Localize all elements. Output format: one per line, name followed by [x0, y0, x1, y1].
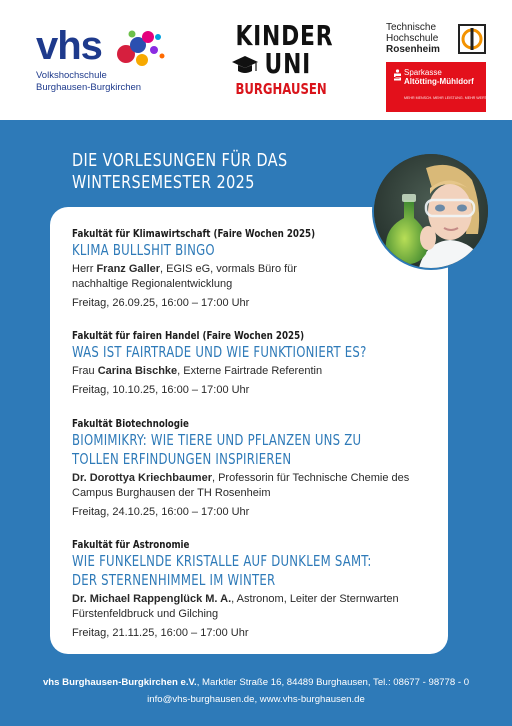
page-heading-line2: WINTERSEMESTER 2025: [72, 172, 255, 193]
lecture-title: [72, 552, 441, 590]
speaker-name: Franz Galler: [96, 263, 161, 275]
kinderuni-word-uni: UNI: [264, 47, 312, 80]
footer-org-name: vhs Burghausen-Burgkirchen e.V.: [42, 677, 197, 688]
th-rosenheim-mark-icon: [458, 24, 486, 54]
vhs-logo-word: vhs: [36, 24, 102, 68]
speaker-details: , Externe Fairtrade Referentin: [177, 365, 323, 377]
page-heading-line1: DIE VORLESUNGEN FÜR DAS: [72, 150, 288, 171]
lecture-title: [72, 431, 441, 469]
footer-address-text: , Marktler Straße 16, 84489 Burghausen, Tel.: 08677 - 98778 - 0: [196, 677, 470, 688]
scientist-child-photo: [372, 152, 490, 270]
kinderuni-word-kinder: KINDER: [235, 19, 334, 52]
th-rosenheim-logo: [386, 22, 486, 56]
sparkasse-s-icon: [393, 69, 402, 81]
lecture-speaker: [72, 471, 410, 501]
lecture-title-line: TOLLEN ERFINDUNGEN INSPIRIEREN: [72, 450, 292, 468]
lecture-title-line: KLIMA BULLSHIT BINGO: [72, 241, 215, 259]
lecture-title-line: WIE FUNKELNDE KRISTALLE AUF DUNKLEM SAMT:: [72, 552, 372, 570]
lecture-faculty: Fakultät für fairen Handel (Faire Wochen 2025): [72, 330, 305, 342]
graduation-cap-icon: [230, 54, 260, 76]
lecture-item: [72, 538, 442, 641]
lecture-datetime: Freitag, 26.09.25, 16:00 – 17:00 Uhr: [72, 297, 250, 309]
sparkasse-tagline: MEHR MENSCH. MEHR LEISTUNG. MEHR WERT.: [404, 96, 488, 100]
header: [0, 0, 512, 120]
sparkasse-name-line2: Altötting-Mühldorf: [404, 77, 474, 86]
sparkasse-name-line1: Sparkasse: [404, 68, 442, 77]
lecture-speaker: [72, 262, 312, 292]
speaker-prefix: Herr: [72, 263, 97, 275]
sparkasse-name: [404, 68, 474, 86]
lecture-speaker: [72, 364, 442, 379]
page-heading: [72, 150, 288, 194]
lecture-speaker: [72, 592, 424, 622]
lecture-faculty: Fakultät Biotechnologie: [72, 418, 189, 430]
lecture-item: [72, 417, 442, 520]
speaker-name: Dr. Michael Rappenglück M. A.: [72, 593, 232, 605]
vhs-subtitle: [36, 70, 141, 94]
th-line3: Rosenheim: [386, 44, 440, 55]
lecture-item: [72, 329, 442, 398]
kinderuni-word-burghausen: BURGHAUSEN: [235, 80, 327, 98]
scientist-child-illustration: [374, 154, 490, 270]
th-rosenheim-text: [386, 22, 440, 55]
lecture-datetime: Freitag, 10.10.25, 16:00 – 17:00 Uhr: [72, 384, 250, 396]
lecture-title-line: BIOMIMIKRY: WIE TIERE UND PFLANZEN UNS ZU: [72, 431, 362, 449]
lecture-datetime: Freitag, 21.11.25, 16:00 – 17:00 Uhr: [72, 627, 249, 639]
lecture-datetime: Freitag, 24.10.25, 16:00 – 17:00 Uhr: [72, 506, 250, 518]
vhs-logo: [36, 26, 176, 100]
vhs-subtitle-line1: Volkshochschule: [36, 70, 107, 81]
speaker-details: , Astronom, Leiter der Sternwarten Fürstenfeldbruck und Gilching: [72, 593, 399, 620]
footer-contact: info@vhs-burghausen.de, www.vhs-burghausen.de: [147, 694, 365, 705]
speaker-details: , Professorin für Technische Chemie des Campus Burghausen der TH Rosenheim: [72, 472, 410, 499]
speaker-prefix: Frau: [72, 365, 98, 377]
lecture-faculty: Fakultät für Klimawirtschaft (Faire Wochen 2025): [72, 228, 316, 240]
lecture-title: [72, 343, 441, 362]
kinderuni-logo: [224, 19, 334, 112]
lecture-card: [50, 207, 448, 654]
footer-address: [0, 676, 512, 689]
speaker-name: Dr. Dorottya Kriechbaumer: [72, 472, 212, 484]
sparkasse-logo: [386, 62, 486, 112]
th-line2: Hochschule: [386, 33, 439, 44]
lecture-title-line: DER STERNENHIMMEL IM WINTER: [72, 571, 276, 589]
speaker-name: Carina Bischke: [97, 365, 178, 377]
vhs-dots-icon: [108, 28, 168, 68]
lecture-title-line: WAS IST FAIRTRADE UND WIE FUNKTIONIERT ES?: [72, 343, 367, 361]
vhs-subtitle-line2: Burghausen-Burgkirchen: [36, 82, 142, 93]
speaker-details: , EGIS eG, vormals Büro für nachhaltige Regionalentwicklung: [72, 263, 297, 290]
lecture-faculty: Fakultät für Astronomie: [72, 539, 190, 551]
th-line1: Technische: [386, 22, 437, 33]
